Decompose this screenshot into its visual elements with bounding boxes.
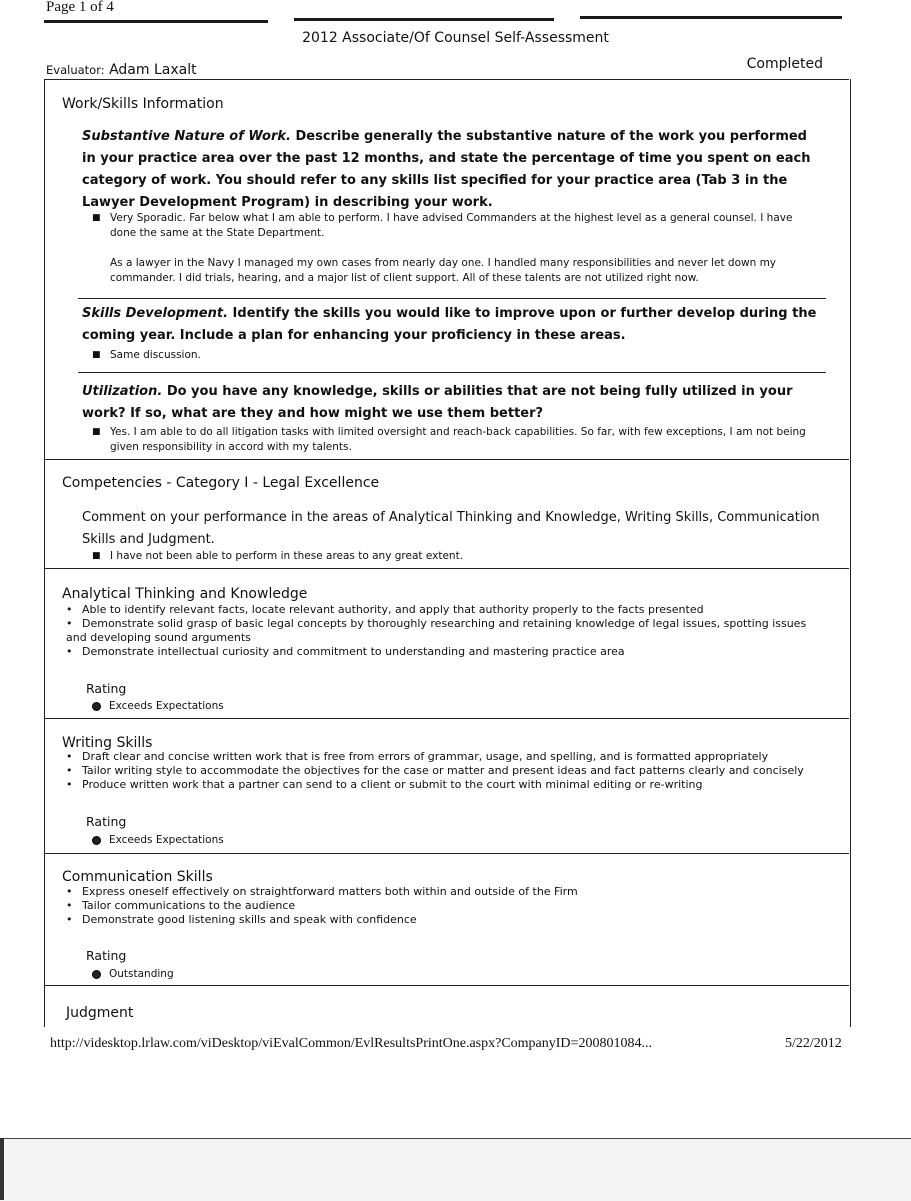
answer-text: Same discussion. [110,349,201,361]
answer-text: Very Sporadic. Far below what I am able to perform. I have advised Commanders at the highest level as a general counsel. I have done the same at the State Department. [110,212,793,239]
question-competencies [82,507,822,551]
rating-option[interactable] [92,834,224,846]
footer-date: 5/22/2012 [785,1036,842,1051]
header-rule-center [294,18,554,21]
list-item-text: Express oneself effectively on straightforward matters both within and outside of the Firm [82,885,578,898]
section-divider [44,568,849,569]
criteria-list-analytical [66,603,826,659]
bullet-icon: • [66,885,73,898]
answer-text: Yes. I am able to do all litigation tasks with limited oversight and reach-back capabilities. So far, with few exceptions, I am not being given responsibility in accord with my talents. [110,426,806,453]
section-divider [44,985,849,986]
section-heading-writing: Writing Skills [62,735,153,751]
list-item-text: Demonstrate solid grasp of basic legal concepts by thoroughly researching and retaining knowledge of legal issues, spotting issues [82,617,807,630]
bullet-icon: ■ [92,551,101,561]
page-number: Page 1 of 4 [46,0,114,15]
question-text: Comment on your performance in the areas of Analytical Thinking and Knowledge, Writing Skills, Communication Skills and Judgment. [82,510,820,547]
section-divider [44,459,849,460]
rating-label: Rating [86,948,127,963]
question-title: Skills Development. [82,306,229,321]
answer-substantive-1 [92,211,820,241]
document-title: 2012 Associate/Of Counsel Self-Assessment [302,30,609,46]
list-item [66,899,826,913]
rating-option[interactable] [92,968,174,980]
question-substantive [82,126,822,214]
list-item [66,645,826,659]
bullet-icon: • [66,617,73,630]
radio-selected-icon[interactable] [92,836,101,845]
bullet-icon: • [66,750,73,763]
bullet-icon: • [66,603,73,616]
section-heading-judgment: Judgment [66,1005,134,1021]
list-item [66,603,826,617]
answer-text: As a lawyer in the Navy I managed my own cases from nearly day one. I handled many responsibilities and never let down my commander. I did trials, hearing, and a major list of client support. All of these talents are not utilized right now. [110,257,777,284]
rating-option[interactable] [92,700,224,712]
question-text: Describe generally the substantive nature of the work you performed in your practice area over the past 12 months, and state the percentage of time you spent on each category of work. You should refer to any skills list specified for your practice area (Tab 3 in the Lawyer Development Program) in describing your work. [82,129,811,210]
scan-margin [0,1138,911,1201]
section-divider [78,298,826,299]
list-item-text: and developing sound arguments [66,631,251,644]
section-divider [78,372,826,373]
question-title: Utilization. [82,384,163,399]
rating-value: Exceeds Expectations [109,700,224,712]
evaluator-label: Evaluator: [46,63,105,77]
question-title: Substantive Nature of Work. [82,129,291,144]
radio-selected-icon[interactable] [92,702,101,711]
list-item-text: Able to identify relevant facts, locate relevant authority, and apply that authority properly to the facts presented [82,603,704,616]
bullet-icon: • [66,764,73,777]
bullet-icon: • [66,778,73,791]
section-heading-competencies: Competencies - Category I - Legal Excellence [62,475,380,491]
answer-skills-development [92,348,820,363]
footer-url: http://videsktop.lrlaw.com/viDesktop/viEvalCommon/EvlResultsPrintOne.aspx?CompanyID=200801084... [50,1036,652,1051]
evaluator [46,62,197,78]
answer-competencies [92,549,820,564]
bullet-icon: ■ [92,213,101,223]
question-utilization [82,381,822,425]
rating-label: Rating [86,681,127,696]
rating-value: Exceeds Expectations [109,834,224,846]
list-item [66,778,826,792]
list-item [66,885,826,899]
criteria-list-writing [66,750,826,792]
question-skills-development [82,303,822,347]
section-divider [44,853,849,854]
section-divider [44,718,849,719]
criteria-list-communication [66,885,826,927]
evaluator-name: Adam Laxalt [109,62,197,78]
bullet-icon: ■ [92,350,101,360]
list-item-text: Tailor communications to the audience [82,899,296,912]
header-rule-right [580,16,842,19]
bullet-icon: • [66,645,73,658]
answer-text: I have not been able to perform in these areas to any great extent. [110,550,464,562]
list-item [66,750,826,764]
section-heading-communication: Communication Skills [62,869,213,885]
list-item-continuation [66,631,826,645]
section-heading-work-skills: Work/Skills Information [62,96,224,112]
answer-utilization [92,425,820,455]
list-item-text: Draft clear and concise written work that is free from errors of grammar, usage, and spelling, and is formatted appropriately [82,750,769,763]
rating-value: Outstanding [109,968,174,980]
radio-selected-icon[interactable] [92,970,101,979]
bullet-icon: • [66,899,73,912]
scan-edge [0,1138,4,1200]
status-label: Completed [746,56,823,72]
section-heading-analytical: Analytical Thinking and Knowledge [62,586,308,602]
header-rule-left [44,20,268,23]
bullet-icon: • [66,913,73,926]
list-item-text: Produce written work that a partner can send to a client or submit to the court with minimal editing or re-writing [82,778,703,791]
question-text: Do you have any knowledge, skills or abilities that are not being fully utilized in your work? If so, what are they and how might we use them better? [82,384,793,421]
bullet-icon: ■ [92,427,101,437]
rating-label: Rating [86,814,127,829]
list-item [66,617,826,631]
list-item [66,913,826,927]
list-item-text: Demonstrate intellectual curiosity and commitment to understanding and mastering practice area [82,645,625,658]
list-item-text: Tailor writing style to accommodate the objectives for the case or matter and present ideas and fact patterns clearly and concisely [82,764,804,777]
question-text: Identify the skills you would like to improve upon or further develop during the coming year. Include a plan for enhancing your proficiency in these areas. [82,306,817,343]
list-item-text: Demonstrate good listening skills and speak with confidence [82,913,417,926]
answer-substantive-2 [110,256,820,286]
list-item [66,764,826,778]
